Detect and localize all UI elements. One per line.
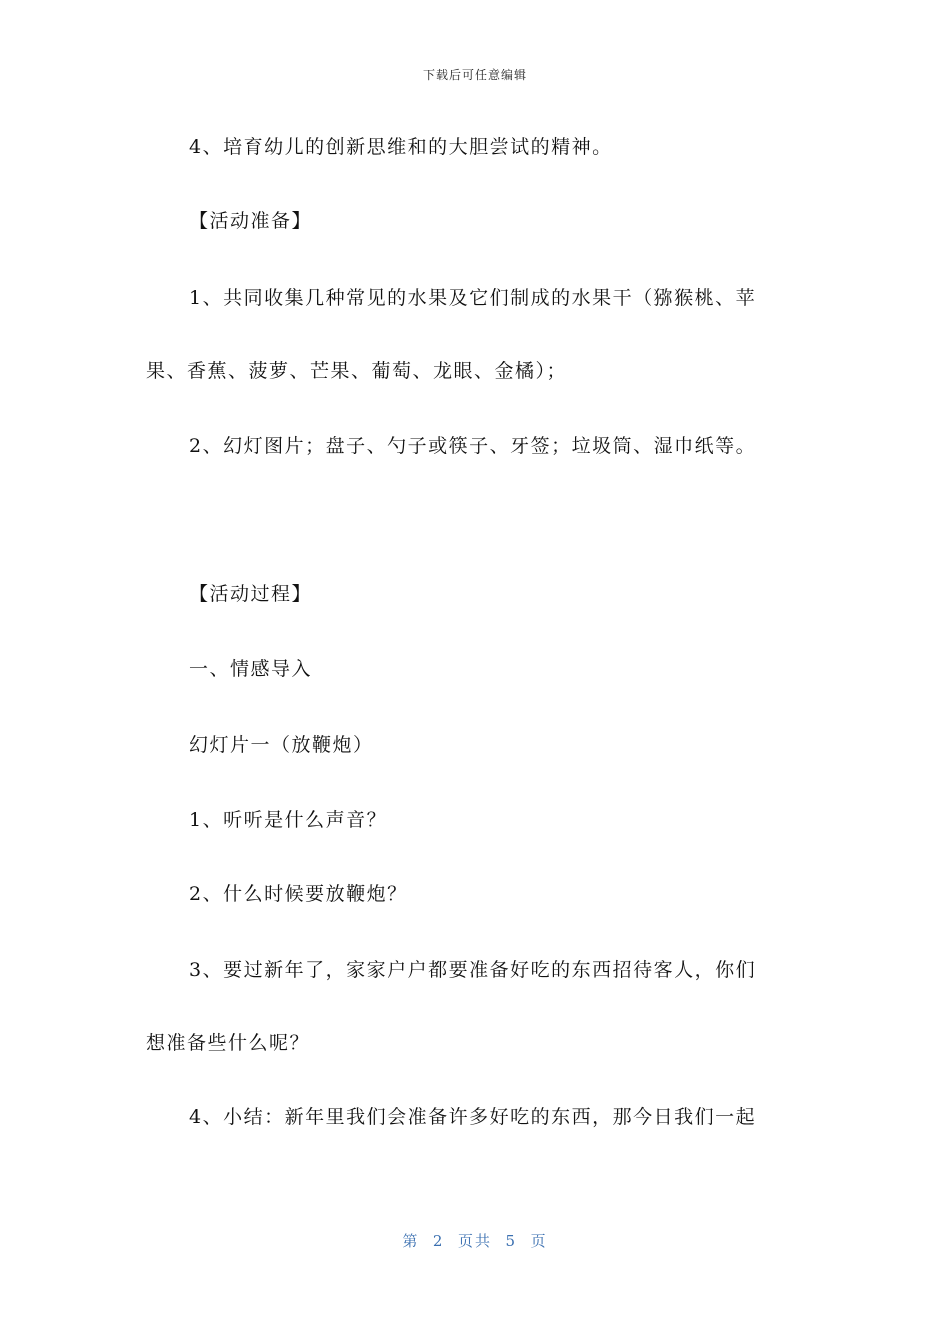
question-3-continued: 想准备些什么呢？ <box>146 1032 311 1054</box>
question-3: 3、要过新年了，家家户户都要准备好吃的东西招待客人，你们 <box>189 959 757 981</box>
section-heading-preparation: 【活动准备】 <box>189 210 313 232</box>
goal-item-4: 4、培育幼儿的创新思维和的大胆尝试的精神。 <box>189 136 613 158</box>
question-2: 2、什么时候要放鞭炮？ <box>189 883 408 905</box>
process-step-heading: 一、情感导入 <box>189 658 313 680</box>
slide-one-label: 幻灯片一（放鞭炮） <box>189 734 374 756</box>
preparation-item-1-continued: 果、香蕉、菠萝、芒果、葡萄、龙眼、金橘）； <box>146 360 568 382</box>
question-1: 1、听听是什么声音？ <box>189 809 388 831</box>
summary: 4、小结：新年里我们会准备许多好吃的东西，那今日我们一起 <box>189 1106 757 1128</box>
page-header: 下载后可任意编辑 <box>422 68 527 82</box>
section-heading-process: 【活动过程】 <box>189 583 313 605</box>
preparation-item-2: 2、幻灯图片；盘子、勺子或筷子、牙签；垃圾筒、湿巾纸等。 <box>189 435 757 457</box>
preparation-item-1: 1、共同收集几种常见的水果及它们制成的水果干（猕猴桃、苹 <box>189 287 757 309</box>
page-number-footer: 第 2 页共 5 页 <box>402 1232 548 1250</box>
